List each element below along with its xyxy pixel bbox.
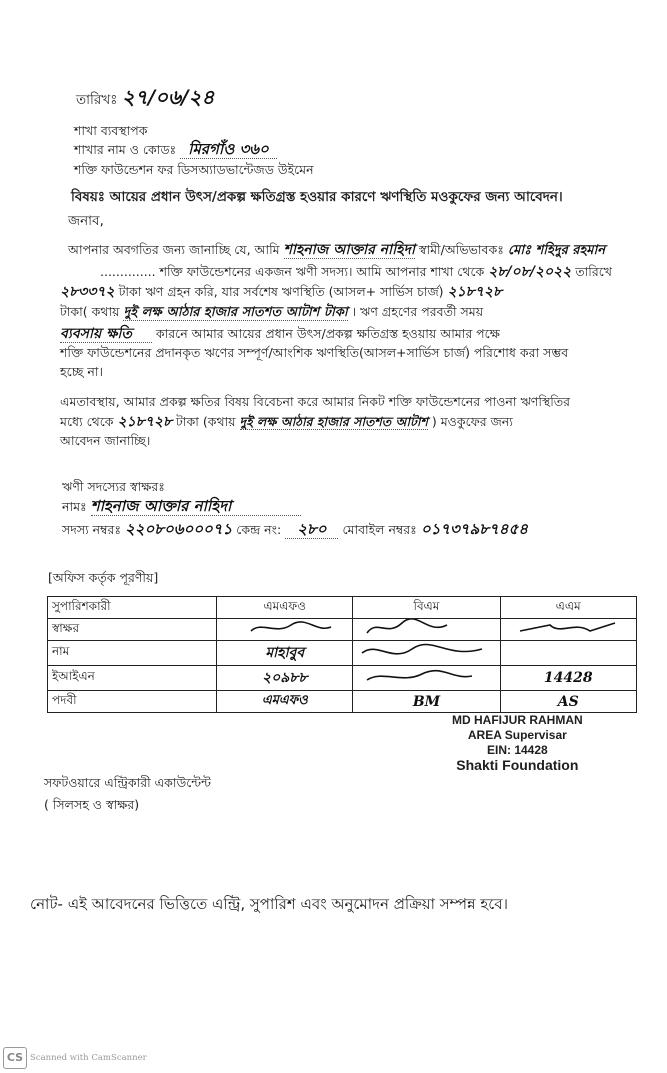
member-number-value: ২২০৮০৬০০০৭১ xyxy=(125,520,233,538)
para1-text: কারনে আমার আয়ের প্রধান উৎস/প্রকল্প ক্ষতিগ্রস্ত হওয়ায় আমার পক্ষে xyxy=(155,326,500,341)
member-name-value: শাহনাজ আক্তার নাহিদা xyxy=(91,497,302,516)
table-cell xyxy=(500,641,636,666)
center-label: কেন্দ্র নং: xyxy=(236,522,282,537)
signature-cell xyxy=(353,619,500,641)
para1-line3 xyxy=(60,282,502,302)
para2-line1: এমতাবস্থায়, আমার প্রকল্প ক্ষতির বিষয় বিবেচনা করে আমার নিকট শক্তি ফাউন্ডেশনের পাওনা ঋণস্থিতির xyxy=(60,394,571,409)
branch-line xyxy=(74,140,277,159)
para1-line2 xyxy=(100,262,612,282)
member-number-line xyxy=(62,520,528,539)
waiver-words: দুই লক্ষ আঠার হাজার সাতশত আটাশ xyxy=(239,414,428,429)
officer-stamp xyxy=(452,713,583,773)
signature-mark xyxy=(357,619,487,637)
loan-amount: ২৮৩৩৭২ xyxy=(60,284,115,300)
para1-text: টাকা( কথায় xyxy=(60,304,120,319)
table-header-row xyxy=(48,597,637,619)
signature-mark xyxy=(357,668,487,686)
row-label: পদবী xyxy=(48,691,217,713)
date-value: ২৭/০৬/২৪ xyxy=(121,85,215,109)
table-cell: AS xyxy=(500,691,636,713)
member-name-label: নামঃ xyxy=(62,499,87,514)
para1-line6: শক্তি ফাউন্ডেশনের প্রদানকৃত ঋণের সম্পূর্ণ/আংশিক ঋণস্থিতি(আসল+সার্ভিস চার্জ) পরিশোধ করা সম্ভব xyxy=(60,345,569,360)
recipient-title: শাখা ব্যবস্থাপক xyxy=(74,123,148,138)
guardian-label: স্বামী/অভিভাবকঃ xyxy=(418,242,504,257)
para1-line4 xyxy=(60,302,483,322)
para2-line2 xyxy=(60,412,513,432)
member-signature-label: ঋণী সদস্যের স্বাক্ষরঃ xyxy=(62,479,165,494)
signature-mark xyxy=(221,619,341,637)
office-heading: [অফিস কর্তৃক পূরণীয়] xyxy=(48,570,159,585)
stamp-ein: EIN: 14428 xyxy=(486,743,548,757)
table-cell: ২০৯৮৮ xyxy=(217,666,353,691)
loan-date: ২৮/০৮/২০২২ xyxy=(488,264,572,280)
column-header: সুপারিশকারী xyxy=(48,597,217,619)
row-label: নাম xyxy=(48,641,217,666)
table-cell: BM xyxy=(353,691,500,713)
para1-line7: হচ্ছে না। xyxy=(60,364,103,379)
camscanner-logo-icon: CS xyxy=(3,1047,27,1069)
para2-line3: আবেদন জানাচ্ছি। xyxy=(60,433,151,448)
member-number-label: সদস্য নম্বরঃ xyxy=(62,522,122,537)
para2-text: ) মওকুফের জন্য xyxy=(431,414,513,429)
waiver-amount: ২১৮৭২৮ xyxy=(117,414,173,430)
dots-fill: .............. xyxy=(100,264,156,279)
software-entry-label: সফটওয়ারে এন্ট্রিকারী একাউন্টেন্ট xyxy=(44,775,211,790)
table-row xyxy=(48,619,637,641)
date-label: তারিখঃ xyxy=(76,92,118,108)
table-row xyxy=(48,666,637,691)
loan-balance: ২১৮৭২৮ xyxy=(447,284,503,300)
office-table xyxy=(47,596,637,713)
table-row xyxy=(48,641,637,666)
table-cell: 14428 xyxy=(500,666,636,691)
row-label: ইআইএন xyxy=(48,666,217,691)
para1-text: । ঋণ গ্রহণের পরবর্তী সময় xyxy=(351,304,484,319)
date-line xyxy=(76,85,215,110)
column-header: এমএফও xyxy=(217,597,353,619)
para2-text: মধ্যে থেকে xyxy=(60,414,114,429)
table-row xyxy=(48,691,637,713)
salutation: জনাব, xyxy=(68,213,104,229)
table-cell: মাহাবুব xyxy=(217,641,353,666)
stamp-org: Shakti Foundation xyxy=(456,757,579,773)
para2-text: টাকা (কথায় xyxy=(176,414,236,429)
table-cell: এমএফও xyxy=(217,691,353,713)
signature-cell xyxy=(500,619,636,641)
stamp-title: AREA Supervisar xyxy=(467,728,567,742)
signature-mark xyxy=(505,619,625,637)
signature-cell xyxy=(217,619,353,641)
guardian-name: মোঃ শহিদুর রহমান xyxy=(507,243,606,258)
mobile-label: মোবাইল নম্বরঃ xyxy=(342,522,417,537)
column-header: বিএম xyxy=(353,597,500,619)
para1-text: আপনার অবগতির জন্য জানাচ্ছি যে, আমি xyxy=(68,242,280,257)
para1-text: শক্তি ফাউন্ডেশনের একজন ঋণী সদস্য। আমি আপনার শাখা থেকে xyxy=(159,264,485,279)
balance-words: দুই লক্ষ আঠার হাজার সাতশত আটাশ টাকা xyxy=(123,305,348,320)
software-entry-sub: ( সিলসহ ও স্বাক্ষর) xyxy=(44,797,140,812)
para1-line5 xyxy=(60,324,500,344)
column-header: এএম xyxy=(500,597,636,619)
table-cell xyxy=(353,666,500,691)
row-label: স্বাক্ষর xyxy=(48,619,217,641)
organization-line: শক্তি ফাউন্ডেশন ফর ডিসঅ্যাডভান্টেজড উইমেন xyxy=(74,162,314,177)
applicant-name: শাহনাজ আক্তার নাহিদা xyxy=(283,242,415,258)
branch-label: শাখার নাম ও কোডঃ xyxy=(74,142,177,157)
branch-value: মিরগাঁও ৩৬০ xyxy=(180,140,277,159)
member-name-line xyxy=(62,497,301,516)
table-cell xyxy=(353,641,500,666)
mobile-value: ০১৭৩৭৯৮৭৪৫৪ xyxy=(420,520,528,538)
subject: বিষয়ঃ আয়ের প্রধান উৎস/প্রকল্প ক্ষতিগ্রস্ত হওয়ার কারণে ঋণস্থিতি মওকুফের জন্য আবেদন। xyxy=(71,189,563,205)
signature-mark xyxy=(357,643,487,661)
loss-reason: ব্যবসায় ক্ষতি xyxy=(60,326,152,343)
para1-line1 xyxy=(68,240,605,260)
stamp-name: MD HAFIJUR RAHMAN xyxy=(452,713,583,727)
center-value: ২৮০ xyxy=(285,520,338,539)
para1-text: টাকা ঋণ গ্রহন করি, যার সর্বশেষ ঋণস্থিতি (আসল+ সার্ভিস চার্জ) xyxy=(118,284,444,299)
scanner-watermark: Scanned with CamScanner xyxy=(30,1053,147,1063)
para1-text: তারিখে xyxy=(575,264,612,279)
note: নোট- এই আবেদনের ভিত্তিতে এন্ট্রি, সুপারিশ এবং অনুমোদন প্রক্রিয়া সম্পন্ন হবে। xyxy=(30,895,508,913)
